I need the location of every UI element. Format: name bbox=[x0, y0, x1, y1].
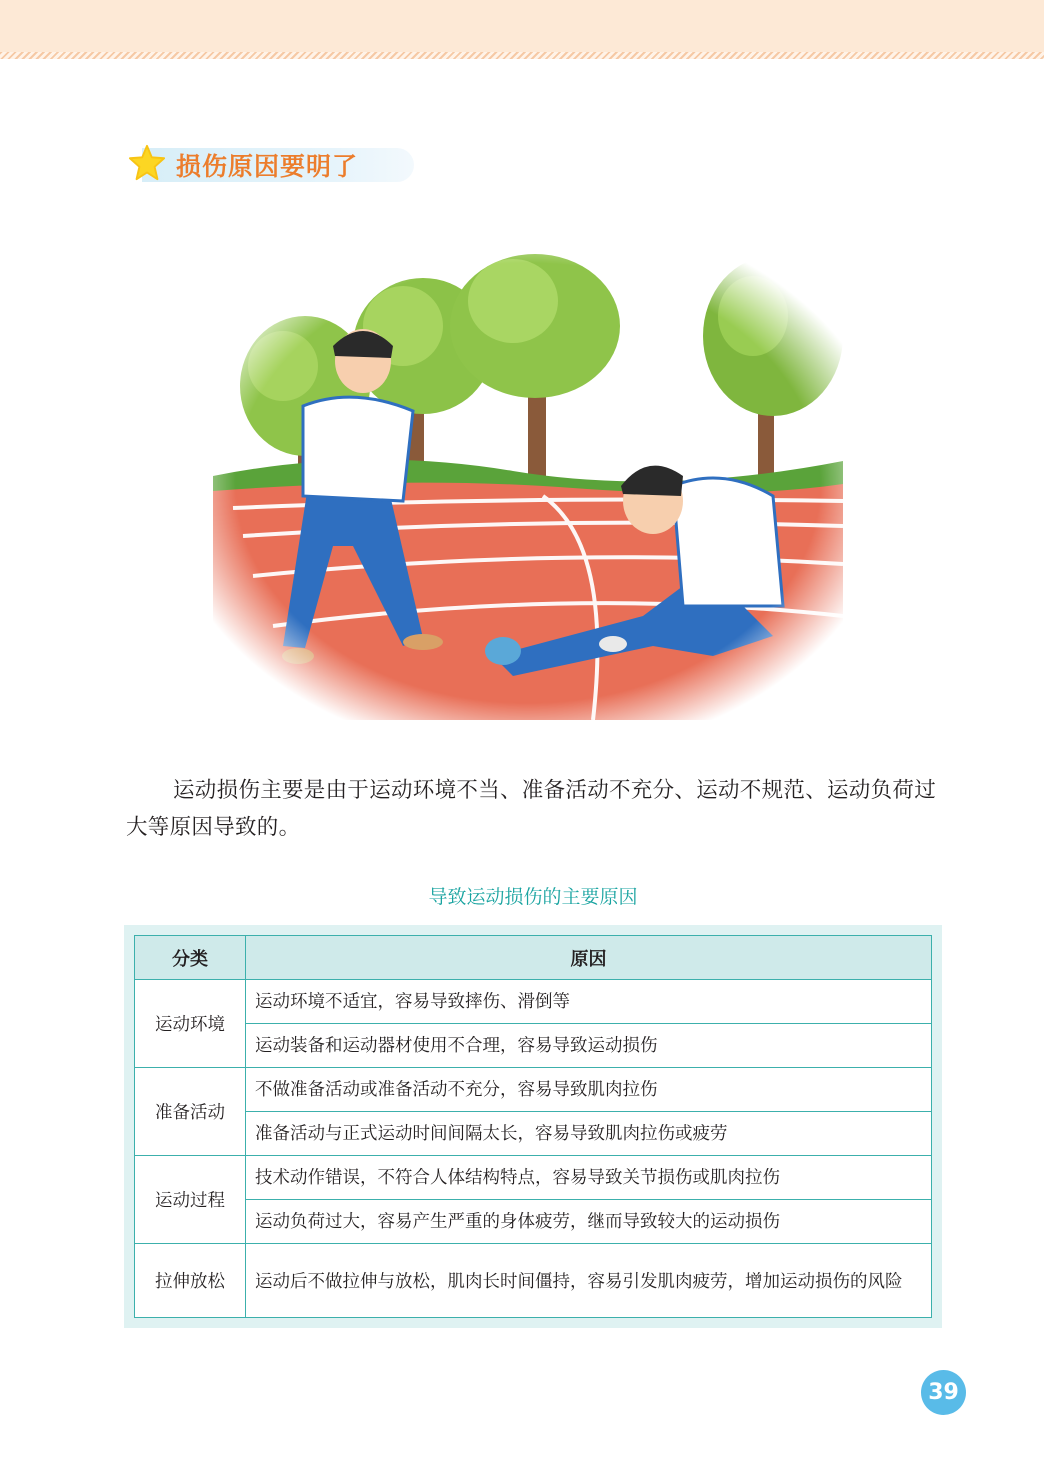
page-number-badge: 39 bbox=[921, 1370, 966, 1415]
table-panel bbox=[124, 925, 942, 1328]
reason-cell: 运动环境不适宜，容易导致摔伤、滑倒等 bbox=[246, 980, 932, 1024]
reason-cell: 运动后不做拉伸与放松，肌肉长时间僵持，容易引发肌肉疲劳，增加运动损伤的风险 bbox=[246, 1244, 932, 1318]
table-row bbox=[135, 1200, 932, 1244]
reason-cell: 运动装备和运动器材使用不合理，容易导致运动损伤 bbox=[246, 1024, 932, 1068]
page-header-stripes bbox=[0, 52, 1044, 59]
table-row bbox=[135, 980, 932, 1024]
table-header-row bbox=[135, 936, 932, 980]
injury-illustration bbox=[213, 246, 843, 720]
page-header-band bbox=[0, 0, 1044, 52]
body-paragraph: 运动损伤主要是由于运动环境不当、准备活动不充分、运动不规范、运动负荷过大等原因导致的。 bbox=[126, 778, 937, 840]
category-cell: 运动过程 bbox=[135, 1156, 246, 1244]
table-title: 导致运动损伤的主要原因 bbox=[428, 886, 638, 908]
injury-causes-table bbox=[134, 935, 932, 1318]
table-row bbox=[135, 1244, 932, 1318]
section-heading bbox=[128, 144, 414, 184]
category-cell: 拉伸放松 bbox=[135, 1244, 246, 1318]
reason-cell: 准备活动与正式运动时间间隔太长，容易导致肌肉拉伤或疲劳 bbox=[246, 1112, 932, 1156]
table-row bbox=[135, 1156, 932, 1200]
reason-cell: 运动负荷过大，容易产生严重的身体疲劳，继而导致较大的运动损伤 bbox=[246, 1200, 932, 1244]
star-icon bbox=[128, 144, 166, 182]
table-row bbox=[135, 1024, 932, 1068]
category-cell: 准备活动 bbox=[135, 1068, 246, 1156]
section-heading-text: 损伤原因要明了 bbox=[176, 152, 359, 181]
reason-cell: 技术动作错误，不符合人体结构特点，容易导致关节损伤或肌肉拉伤 bbox=[246, 1156, 932, 1200]
reason-cell: 不做准备活动或准备活动不充分，容易导致肌肉拉伤 bbox=[246, 1068, 932, 1112]
table-row bbox=[135, 1112, 932, 1156]
category-cell: 运动环境 bbox=[135, 980, 246, 1068]
column-header-reason: 原因 bbox=[246, 936, 932, 980]
table-row bbox=[135, 1068, 932, 1112]
column-header-category: 分类 bbox=[135, 936, 246, 980]
